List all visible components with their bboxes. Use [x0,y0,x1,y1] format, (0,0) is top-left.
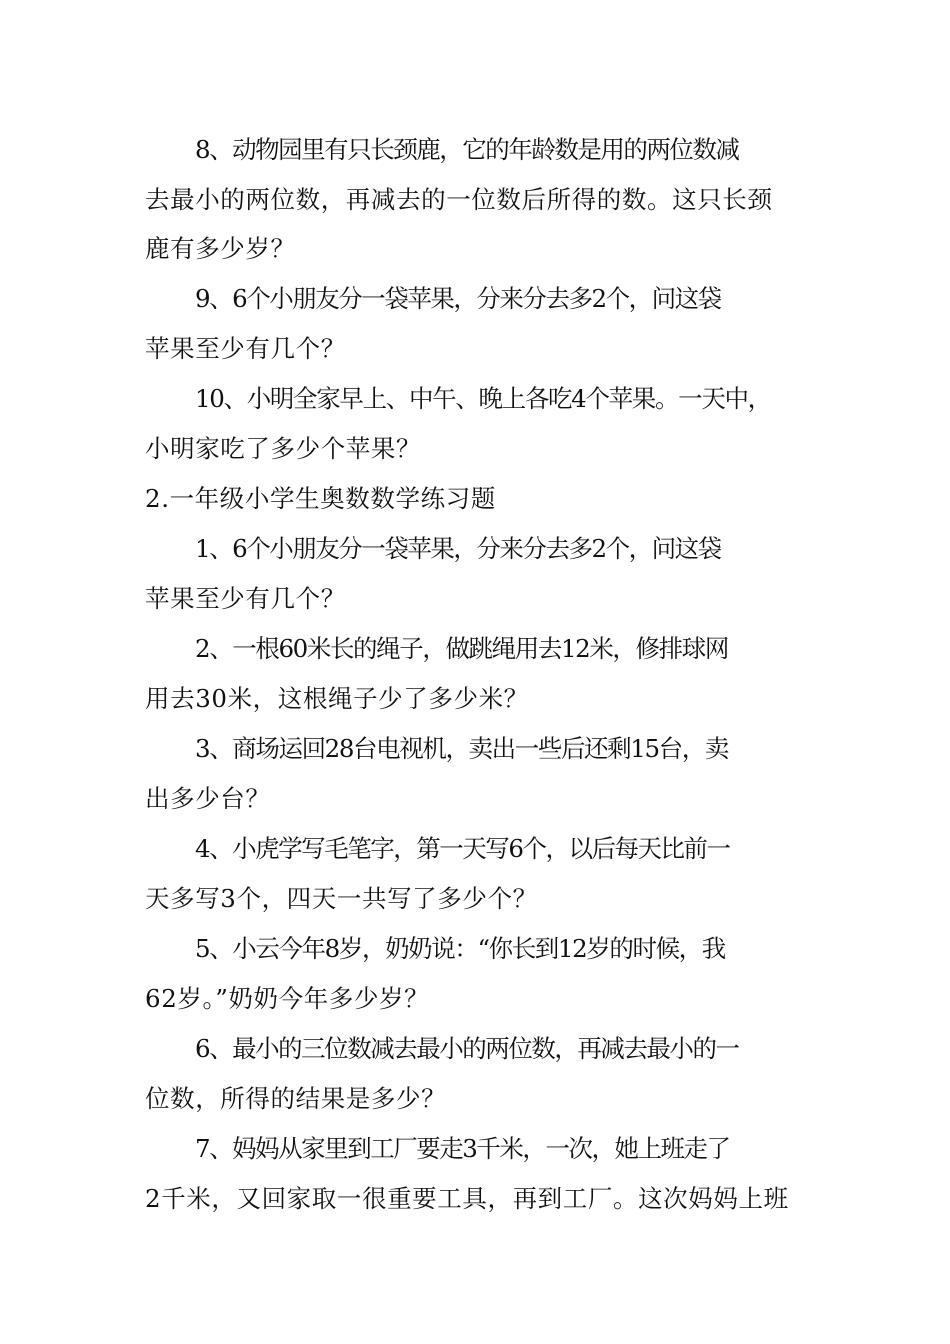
s2-q5-line-1: 5、小云今年8岁，奶奶说：“你长到12岁的时候，我 [195,934,725,963]
s2-q1-line-2: 苹果至少有几个？ [145,584,346,613]
s2-q5-line-2: 62岁。”奶奶今年多少岁？ [145,984,430,1013]
s2-q6-line-1: 6、最小的三位数减去最小的两位数，再减去最小的一 [195,1034,739,1063]
q8-line-1: 8、动物园里有只长颈鹿，它的年龄数是用的两位数减 [195,135,739,164]
s2-q3-line-1: 3、商场运回28台电视机，卖出一些后还剩15台，卖 [195,734,728,763]
s2-q7-line-2: 2千米，又回家取一很重要工具，再到工厂。这次妈妈上班 [145,1184,789,1213]
s2-q2-line-2: 用去30米，这根绳子少了多少米？ [145,684,529,713]
s2-q6-line-2: 位数，所得的结果是多少？ [145,1084,447,1113]
section-heading: 2.一年级小学生奥数数学练习题 [145,484,496,513]
s2-q1-line-1: 1、6个小朋友分一袋苹果，分来分去多2个，问这袋 [195,534,721,563]
q9-line-1: 9、6个小朋友分一袋苹果，分来分去多2个，问这袋 [195,284,721,313]
q10-line-2: 小明家吃了多少个苹果？ [145,434,422,463]
s2-q2-line-1: 2、一根60米长的绳子，做跳绳用去12米，修排球网 [195,634,728,663]
q8-line-3: 鹿有多少岁？ [145,234,296,263]
s2-q4-line-2: 天多写3个，四天一共写了多少个？ [145,884,538,913]
q9-line-2: 苹果至少有几个？ [145,334,346,363]
s2-q3-line-2: 出多少台？ [145,784,271,813]
s2-q7-line-1: 7、妈妈从家里到工厂要走3千米，一次，她上班走了 [195,1134,730,1163]
s2-q4-line-1: 4、小虎学写毛笔字，第一天写6个，以后每天比前一 [195,834,730,863]
q10-line-1: 10、小明全家早上、中午、晚上各吃4个苹果。一天中， [195,384,771,413]
q8-line-2: 去最小的两位数，再减去的一位数后所得的数。这只长颈 [145,185,773,214]
